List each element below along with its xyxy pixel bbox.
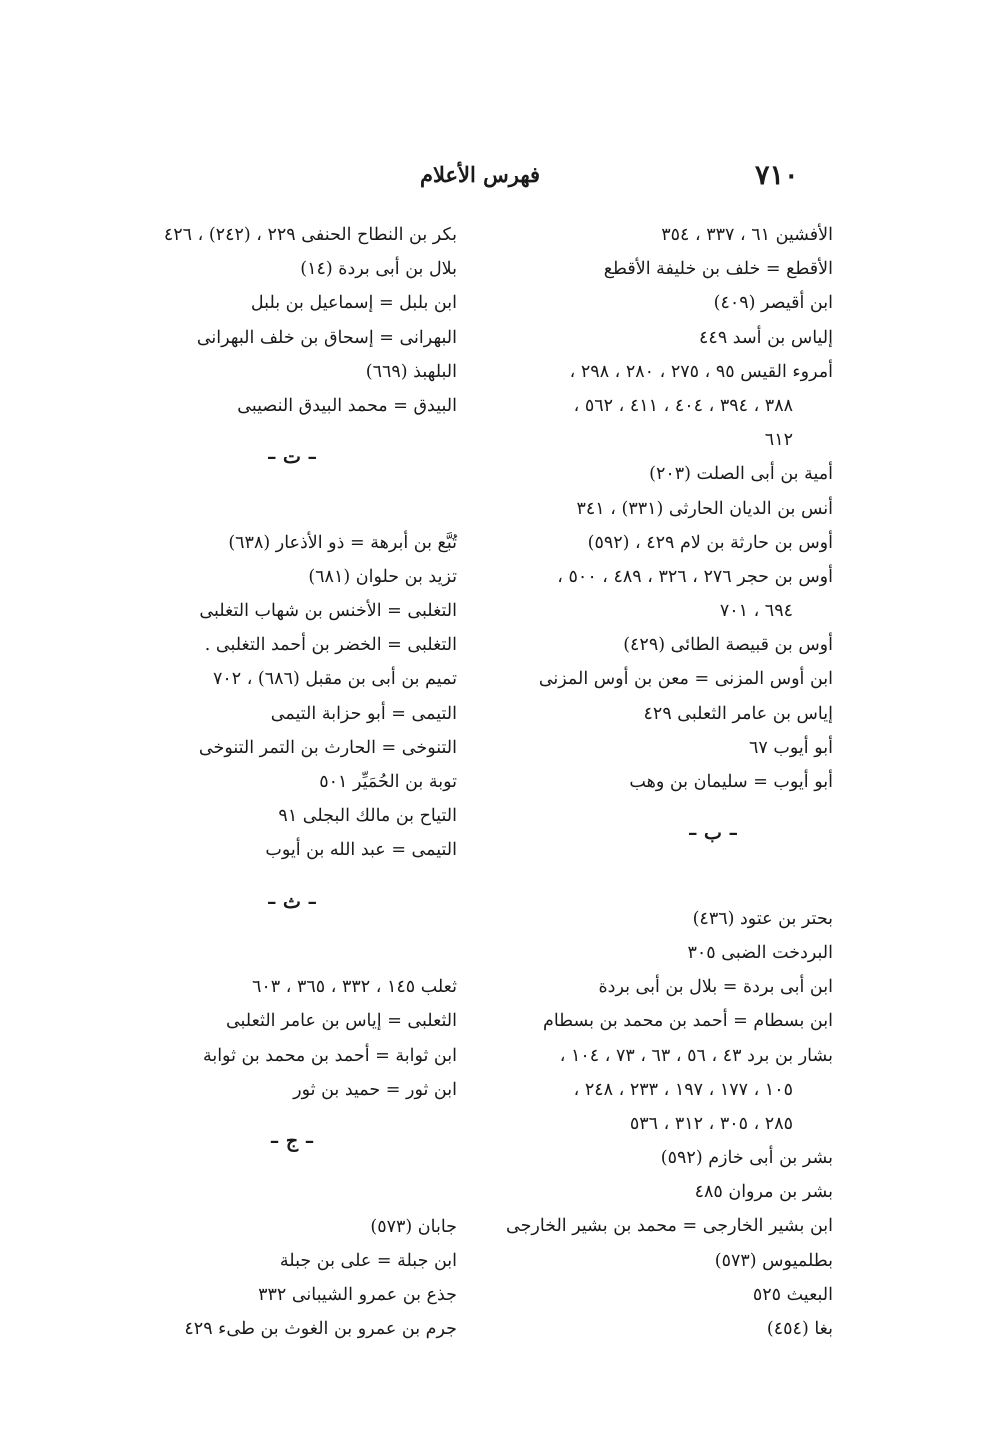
- index-entry: البيدق = محمد البيدق النصيبى: [237, 395, 457, 416]
- index-entry: البلهبذ (٦٦٩): [365, 361, 457, 382]
- index-entry: بغا (٤٥٤): [766, 1319, 833, 1340]
- running-title: فهرس الأعلام: [419, 162, 541, 187]
- index-entry: إياس بن عامر الثعلبى ٤٢٩: [643, 703, 833, 724]
- page-number: ٧١٠: [755, 160, 799, 191]
- index-entry: تميم بن أبى بن مقبل (٦٨٦) ، ٧٠٢: [212, 669, 457, 690]
- index-entry: ابن أوس المزنى = معن بن أوس المزنى: [538, 669, 833, 690]
- index-entry: أبو أيوب = سليمان بن وهب: [629, 772, 833, 792]
- index-entry: بطلميوس (٥٧٣): [714, 1250, 833, 1271]
- index-entry: الثعلبى = إياس بن عامر الثعلبى: [225, 1011, 457, 1032]
- index-entry: ابن أقيصر (٤٠٩): [713, 293, 833, 314]
- index-entry: ابن بسطام = أحمد بن محمد بن بسطام: [542, 1011, 833, 1032]
- index-entry: ابن أبى بردة = بلال بن أبى بردة: [598, 977, 833, 998]
- index-entry: التيمى = أبو حزابة التيمى: [270, 703, 457, 724]
- index-entry: الأقطع = خلف بن خليفة الأقطع: [603, 259, 833, 280]
- index-entry: أمروء القيس ٩٥ ، ٢٧٥ ، ٢٨٠ ، ٢٩٨ ،: [569, 361, 833, 382]
- index-entry: ابن بشير الخارجى = محمد بن بشير الخارجى: [505, 1216, 833, 1237]
- index-entry: بكر بن النطاح الحنفى ٢٢٩ ، (٢٤٢) ، ٤٢٦: [163, 225, 457, 245]
- index-entry: التيمى = عبد الله بن أيوب: [265, 840, 457, 861]
- index-entry: التياح بن مالك البجلى ٩١: [278, 806, 457, 827]
- index-entry: أمية بن أبى الصلت (٢٠٣): [649, 464, 833, 485]
- index-entry: أبو أيوب ٦٧: [749, 737, 833, 758]
- index-entry: بلال بن أبى بردة (١٤): [300, 259, 457, 280]
- index-entry: ابن جبلة = على بن جبلة: [279, 1250, 457, 1271]
- index-entry-continuation: ٣٨٨ ، ٣٩٤ ، ٤٠٤ ، ٤١١ ، ٥٦٢ ،: [573, 395, 793, 416]
- index-column-right: [503, 218, 833, 1346]
- index-entry-continuation: ٦١٢: [764, 430, 793, 451]
- index-entry: إلياس بن أسد ٤٤٩: [699, 327, 833, 348]
- index-entry: ثعلب ١٤٥ ، ٣٣٢ ، ٣٦٥ ، ٦٠٣: [251, 977, 457, 998]
- section-letter-heading: – ت –: [266, 446, 318, 469]
- index-entry: تزيد بن حلوان (٦٨١): [308, 566, 457, 587]
- index-entry: جابان (٥٧٣): [370, 1216, 457, 1237]
- index-entry: ابن ثوابة = أحمد بن محمد بن ثوابة: [202, 1045, 457, 1066]
- index-entry-continuation: ١٠٥ ، ١٧٧ ، ١٩٧ ، ٢٣٣ ، ٢٤٨ ،: [573, 1079, 793, 1100]
- index-entry: أنس بن الديان الحارثى (٣٣١) ، ٣٤١: [576, 498, 833, 519]
- section-letter-heading: – ث –: [266, 890, 318, 913]
- index-entry: الأفشين ٦١ ، ٣٣٧ ، ٣٥٤: [661, 225, 833, 245]
- index-entry: بشر بن أبى خازم (٥٩٢): [660, 1148, 833, 1169]
- index-entry: جذع بن عمرو الشيبانى ٣٣٢: [258, 1284, 457, 1305]
- index-entry: بشر بن مروان ٤٨٥: [694, 1182, 833, 1203]
- index-entry: تُبَّع بن أبرهة = ذو الأذعار (٦٣٨): [228, 532, 457, 553]
- index-entry: بحتر بن عتود (٤٣٦): [692, 908, 833, 929]
- index-entry: توبة بن الحُمَيِّر ٥٠١: [319, 772, 457, 793]
- index-column-left: [127, 218, 457, 1346]
- section-letter-heading: – ج –: [269, 1129, 315, 1152]
- index-entry: التغلبى = الأخنس بن شهاب التغلبى: [199, 601, 457, 622]
- index-entry: جرم بن عمرو بن الغوث بن طىء ٤٢٩: [184, 1319, 457, 1340]
- index-entry: ابن بلبل = إسماعيل بن بلبل: [250, 293, 457, 314]
- index-entry: البهرانى = إسحاق بن خلف البهرانى: [196, 327, 457, 348]
- index-entry: أوس بن حارثة بن لام ٤٢٩ ، (٥٩٢): [587, 532, 833, 553]
- index-entry: التنوخى = الحارث بن التمر التنوخى: [198, 737, 457, 758]
- index-entry: التغلبى = الخضر بن أحمد التغلبى .: [204, 635, 457, 656]
- index-entry: أوس بن قبيصة الطائى (٤٢٩): [623, 635, 833, 656]
- index-entry-continuation: ٢٨٥ ، ٣٠٥ ، ٣١٢ ، ٥٣٦: [629, 1113, 793, 1134]
- index-entry-continuation: ٦٩٤ ، ٧٠١: [719, 601, 793, 622]
- index-entry: البعيث ٥٢٥: [752, 1284, 833, 1305]
- index-entry: أوس بن حجر ٢٧٦ ، ٣٢٦ ، ٤٨٩ ، ٥٠٠ ،: [557, 566, 833, 587]
- index-entry: البردخت الضبى ٣٠٥: [687, 942, 833, 963]
- index-entry: ابن ثور = حميد بن ثور: [293, 1079, 457, 1100]
- index-entry: بشار بن برد ٤٣ ، ٥٦ ، ٦٣ ، ٧٣ ، ١٠٤ ،: [559, 1045, 833, 1066]
- section-letter-heading: – ب –: [687, 822, 739, 845]
